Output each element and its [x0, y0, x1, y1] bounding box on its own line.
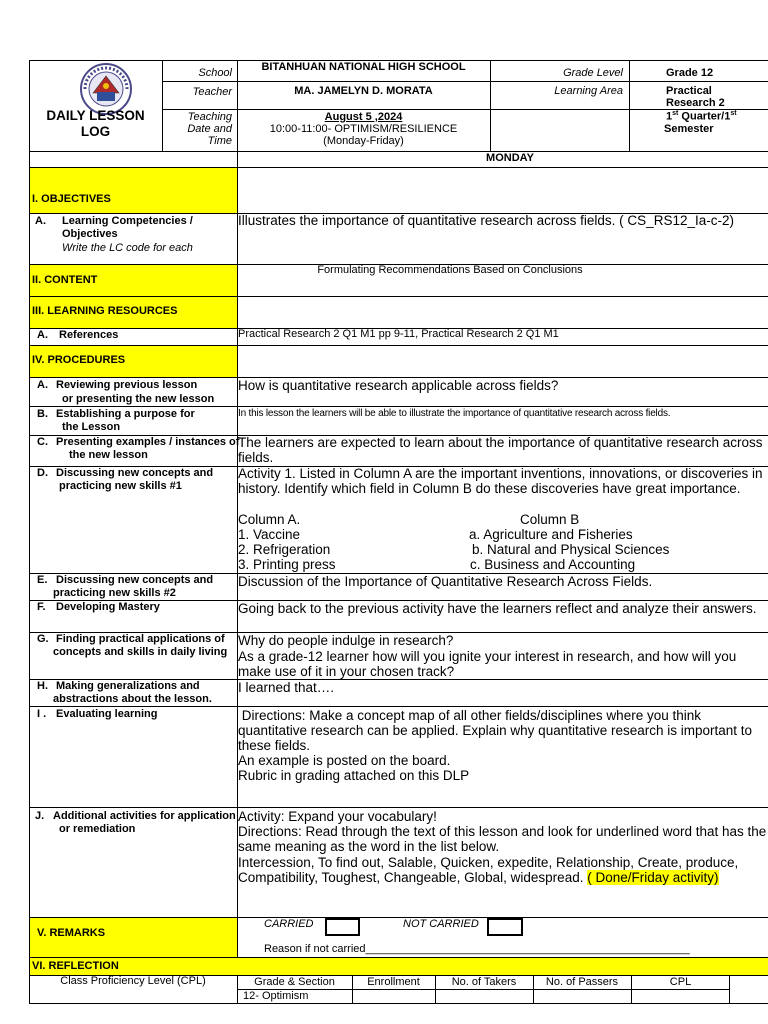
school-value: BITANHUAN NATIONAL HIGH SCHOOL [261, 61, 466, 73]
item-letter: G. [37, 633, 49, 645]
not-carried-checkbox[interactable] [487, 918, 523, 936]
column-a-item: 2. Refrigeration [238, 542, 331, 557]
lc-label: Write the LC code for each [62, 242, 193, 254]
item-letter: B. [37, 408, 48, 420]
item-letter: F. [37, 601, 46, 613]
procedure-label: practicing new skills #2 [53, 587, 176, 599]
date-value: August 5 ,2024 [324, 111, 403, 123]
content-value: Formulating Recommendations Based on Conclusions [317, 264, 583, 276]
teaching-date-label: Teaching [187, 111, 232, 123]
school-label: School [198, 67, 232, 79]
procedure-value: Directions: Read through the text of this lesson and look for underlined word that has the same meaning as the word in the list below. [238, 824, 767, 854]
column-b-item: c. Business and Accounting [470, 557, 636, 572]
table-header: CPL [669, 976, 692, 988]
column-b-item: a. Agriculture and Fisheries [469, 527, 633, 542]
column-a-item: 3. Printing press [238, 557, 336, 572]
table-header: No. of Passers [545, 976, 619, 988]
time-value: 10:00-11:00- OPTIMISM/RESILIENCE [269, 123, 458, 135]
objectives-heading: I. OBJECTIVES [32, 193, 111, 205]
divider [29, 706, 768, 707]
item-letter: A. [37, 379, 48, 391]
highlighted-note: ( Done/Friday activity) [587, 870, 719, 885]
item-letter: J. [35, 810, 45, 822]
learning-area-value: Practical [666, 85, 712, 97]
table-header: Enrollment [367, 976, 420, 988]
procedure-label: Developing Mastery [56, 601, 160, 613]
teacher-label: Teacher [192, 86, 232, 98]
daily-lesson-log [29, 60, 768, 1004]
item-letter: C. [37, 436, 48, 448]
references-value: Practical Research 2 Q1 M1 pp 9-11, Practical Research 2 Q1 M1 [238, 328, 559, 340]
procedure-value: In this lesson the learners will be able to illustrate the importance of quantitative research across fields. [238, 408, 671, 419]
divider [29, 296, 768, 297]
column-b-header: Column B [520, 512, 580, 527]
procedure-label: practicing new skills #1 [59, 480, 182, 492]
item-letter: A. [37, 329, 48, 341]
table-cell: 12- Optimism [243, 990, 309, 1002]
procedure-value: Directions: Make a concept map of all other fields/disciplines where you think quantitative research can be applied. Explain why quantitative research is important to these fields. [238, 708, 756, 753]
procedure-value: Rubric in grading attached on this DLP [238, 768, 470, 783]
procedure-label: or remediation [59, 823, 136, 835]
teacher-value: MA. JAMELYN D. MORATA [294, 85, 433, 97]
cpl-label: Class Proficiency Level (CPL) [60, 975, 206, 987]
content-heading: II. CONTENT [32, 274, 98, 286]
divider [629, 60, 630, 151]
divider [237, 989, 730, 990]
resources-heading: III. LEARNING RESOURCES [32, 305, 178, 317]
doc-title-line1: DAILY LESSON [46, 108, 145, 123]
teaching-date-label: Time [207, 135, 232, 147]
divider [29, 807, 768, 808]
carried-checkbox[interactable] [325, 918, 360, 936]
teaching-date-label: Date and [187, 123, 232, 135]
column-a-item: 1. Vaccine [238, 527, 301, 542]
procedure-label: Making generalizations and [56, 680, 200, 692]
procedure-value: How is quantitative research applicable across fields? [238, 378, 559, 393]
doc-title-line2: LOG [80, 124, 111, 139]
procedure-label: Evaluating learning [56, 708, 158, 720]
procedure-label: Establishing a purpose for [56, 408, 195, 420]
procedure-value: Discussion of the Importance of Quantitative Research Across Fields. [238, 574, 653, 589]
column-a-header: Column A. [238, 512, 301, 527]
table-header: Grade & Section [254, 976, 335, 988]
table-header: No. of Takers [451, 976, 517, 988]
procedure-value: Intercession, To find out, Salable, Quicken, expedite, Relationship, Create, produce, Compatibility, Toughest, Changeable, Global, widespread. ( Done/Friday activity) [238, 855, 739, 885]
quarter-value: Semester [664, 123, 714, 135]
procedure-label: Discussing new concepts and [56, 467, 214, 479]
item-letter: H. [37, 680, 48, 692]
lc-value: Illustrates the importance of quantitative research across fields. ( CS_RS12_Ia-c-2) [238, 213, 734, 228]
procedure-label: Additional activities for application [53, 810, 236, 822]
procedure-label: Presenting examples / instances of [56, 436, 240, 448]
grade-level-value: Grade 12 [666, 67, 714, 79]
item-letter: I . [37, 708, 47, 720]
procedure-value: The learners are expected to learn about the importance of quantitative research across fields. [238, 435, 763, 465]
divider [162, 81, 768, 82]
procedures-heading: IV. PROCEDURES [32, 354, 126, 366]
carried-label: CARRIED [264, 918, 314, 930]
procedure-value: An example is posted on the board. [238, 753, 451, 768]
procedure-label: Discussing new concepts and [56, 574, 214, 586]
procedure-value: Why do people indulge in research? [238, 633, 454, 648]
lc-label: Objectives [62, 228, 118, 240]
procedure-value: Activity 1. Listed in Column A are the important inventions, innovations, or discoveries in history. Identify which field in Column B do these discoveries have great importance. [238, 466, 763, 496]
procedure-label: the new lesson [69, 449, 148, 461]
procedure-label: Finding practical applications of [56, 633, 225, 645]
reflection-heading: VI. REFLECTION [32, 960, 119, 972]
divider [29, 957, 768, 958]
grade-level-label: Grade Level [563, 67, 623, 79]
quarter-value: 1st Quarter/1st [666, 110, 737, 123]
divider [29, 345, 768, 346]
column-b-item: b. Natural and Physical Sciences [472, 542, 670, 557]
procedure-value: Activity: Expand your vocabulary! [238, 809, 437, 824]
item-letter: E. [37, 574, 48, 586]
divider [29, 917, 768, 918]
reason-line: Reason if not carried_____________________________________________________ [264, 943, 690, 955]
day-heading: MONDAY [486, 152, 534, 164]
procedure-label: abstractions about the lesson. [53, 693, 212, 705]
lc-label: Learning Competencies / [62, 215, 193, 227]
remarks-heading: V. REMARKS [37, 927, 106, 939]
procedure-value: I learned that…. [238, 680, 335, 695]
procedure-value: As a grade-12 learner how will you ignite your interest in research, and how will you make use of it in your chosen track? [238, 649, 737, 679]
divider [29, 167, 768, 168]
procedure-value: Going back to the previous activity have the learners reflect and analyze their answers. [238, 601, 757, 616]
learning-area-label: Learning Area [554, 85, 623, 97]
learning-area-value: Research 2 [666, 97, 725, 109]
item-letter: D. [37, 467, 48, 479]
references-label: References [59, 329, 119, 341]
procedure-label: concepts and skills in daily living [53, 646, 228, 658]
procedure-label: Reviewing previous lesson [56, 379, 198, 391]
divider [29, 406, 768, 407]
item-letter: A. [35, 215, 46, 227]
procedure-label: the Lesson [62, 421, 121, 433]
not-carried-label: NOT CARRIED [403, 918, 479, 930]
days-value: (Monday-Friday) [323, 135, 404, 147]
procedure-label: or presenting the new lesson [62, 393, 215, 405]
